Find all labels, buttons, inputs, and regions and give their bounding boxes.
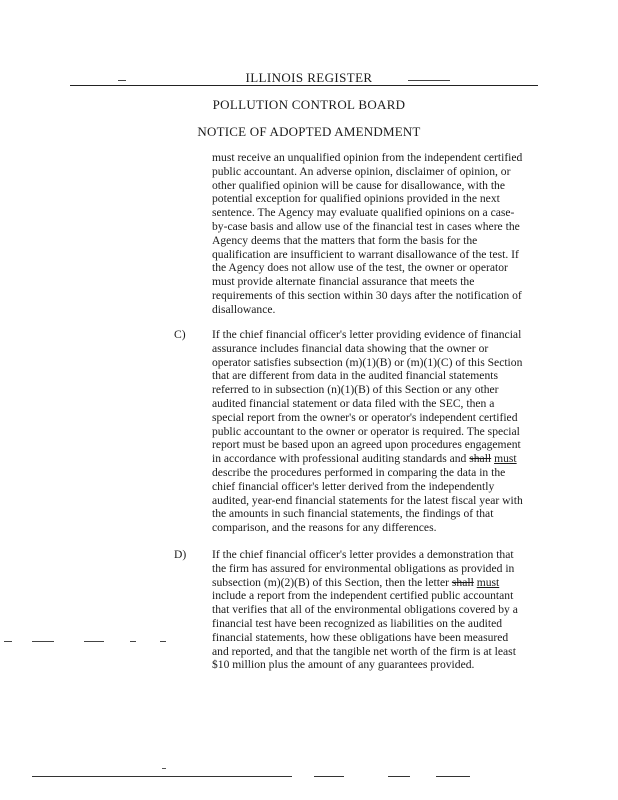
text-line: special report from the owner's or operator's independent certified [212, 410, 518, 424]
scan-mark [4, 641, 12, 642]
text-line: qualification are insufficient to warrant disallowance of the test. If [212, 247, 519, 261]
text-line: financial test have been recognized as liabilities on the audited [212, 616, 503, 630]
text-fragment: subsection (m)(2)(B) of this Section, then the letter [212, 575, 449, 589]
continuation-paragraph [212, 151, 522, 317]
text-line: public accountant to the owner or operator is required. The special [212, 424, 520, 438]
subsection-d-paragraph [212, 548, 518, 672]
scan-mark [84, 641, 104, 642]
text-line: operator satisfies subsection (m)(1)(B) or (m)(1)(C) of this Section [212, 355, 523, 369]
text-line: chief financial officer's letter derived from the independently [212, 479, 495, 493]
text-fragment: in accordance with professional auditing standards and [212, 452, 467, 466]
subsection-label-c: C) [174, 328, 186, 341]
footer-rule [388, 776, 410, 777]
text-line: financial statements, how these obligations have been measured [212, 630, 509, 644]
text-line: report must be based upon an agreed upon procedures engagement [212, 438, 521, 452]
text-line: comparison, and the reasons for any differences. [212, 521, 437, 535]
text-line: and reported, and that the tangible net worth of the firm is at least [212, 644, 516, 658]
header-rule [70, 85, 538, 86]
text-line: audited, year-end financial statements for the latest fiscal year with [212, 493, 523, 507]
footer-rule [32, 776, 292, 777]
scan-mark [160, 641, 166, 642]
text-line: requirements of this section within 30 days after the notification of [212, 288, 522, 302]
text-line: public accountant. An adverse opinion, disclaimer of opinion, or [212, 164, 511, 178]
text-line: other qualified opinion will be cause for disallowance, with the [212, 178, 505, 192]
text-line: that are different from data in the audited financial statements [212, 369, 498, 383]
text-line: include a report from the independent certified public accountant [212, 589, 514, 603]
text-line: the Agency does not allow use of the test, the owner or operator [212, 261, 508, 275]
text-line: If the chief financial officer's letter provides a demonstration that [212, 548, 514, 561]
text-line: by-case basis and allow use of the financial test in cases where the [212, 219, 520, 233]
inserted-text: must [494, 452, 517, 466]
subsection-label-d: D) [174, 548, 187, 561]
text-line-amended [212, 452, 523, 466]
text-line: potential exception for qualified opinions provided in the next [212, 192, 500, 206]
text-line: sentence. The Agency may evaluate qualified opinions on a case- [212, 206, 515, 220]
scan-mark [162, 768, 166, 769]
notice-title: NOTICE OF ADOPTED AMENDMENT [197, 124, 421, 139]
text-line: disallowance. [212, 302, 276, 316]
text-line: must receive an unqualified opinion from the independent certified [212, 151, 523, 164]
text-line: referred to in subsection (n)(1)(B) of this Section or any other [212, 383, 499, 397]
subsection-c-paragraph [212, 328, 523, 535]
text-line: must provide alternate financial assurance that meets the [212, 275, 475, 289]
scan-mark [118, 80, 126, 81]
scan-mark [408, 80, 450, 81]
text-line: If the chief financial officer's letter providing evidence of financial [212, 328, 522, 341]
footer-rule [314, 776, 344, 777]
text-line-amended [212, 576, 518, 590]
text-line: audited financial statement or data filed with the SEC, then a [212, 396, 495, 410]
scan-mark [130, 641, 136, 642]
footer-rule [436, 776, 470, 777]
register-title: ILLINOIS REGISTER [245, 70, 373, 85]
text-line: describe the procedures performed in comparing the data in the [212, 465, 506, 479]
scan-mark [32, 641, 54, 642]
deleted-text: shall [469, 452, 492, 466]
inserted-text: must [476, 575, 500, 589]
text-line: Agency deems that the matters that form the basis for the [212, 233, 478, 247]
text-line: $10 million plus the amount of any guarantees provided. [212, 658, 475, 672]
text-line: the amounts in such financial statements, the findings of that [212, 507, 494, 521]
text-line: assurance includes financial data showing that the owner or [212, 341, 489, 355]
text-line: that verifies that all of the environmental obligations covered by a [212, 603, 518, 617]
text-line: the firm has assured for environmental obligations as provided in [212, 561, 515, 575]
board-title: POLLUTION CONTROL BOARD [212, 97, 406, 112]
deleted-text: shall [451, 575, 474, 589]
